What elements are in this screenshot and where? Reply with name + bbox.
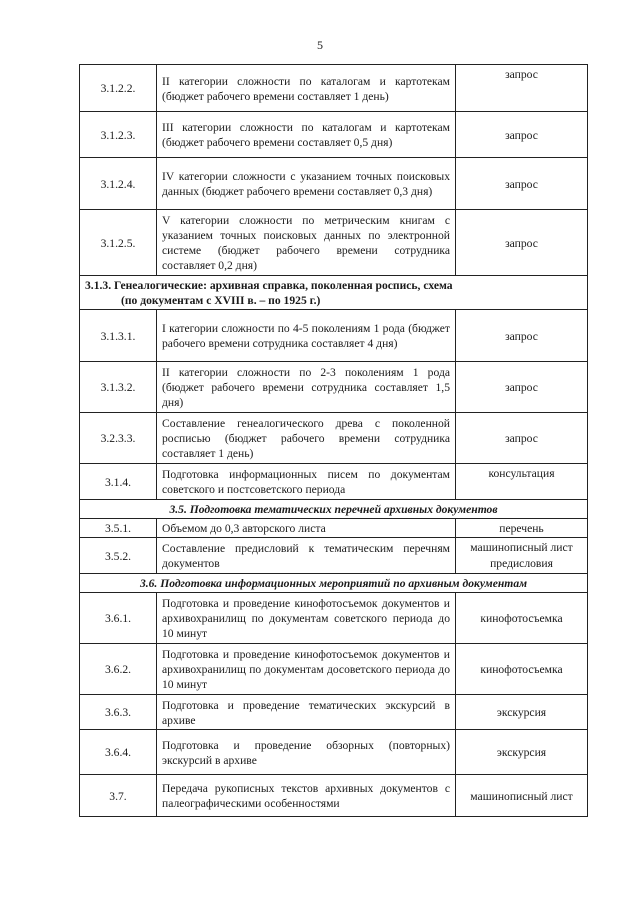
item-number: 3.1.3.2. bbox=[80, 362, 157, 413]
item-description: Подготовка и проведение кинофотосъемок документов и архивохранилищ по документам советского периода до 10 минут bbox=[157, 593, 456, 644]
section-row bbox=[80, 276, 588, 310]
item-description: Объемом до 0,3 авторского листа bbox=[157, 519, 456, 538]
section-heading-italic bbox=[80, 574, 588, 593]
services-table-body bbox=[80, 65, 588, 817]
item-number: 3.6.4. bbox=[80, 730, 157, 775]
section-heading-line: 3.5. Подготовка тематических перечней архивных документов bbox=[169, 503, 498, 516]
item-number: 3.6.3. bbox=[80, 695, 157, 730]
section-heading-bold bbox=[80, 276, 588, 310]
table-row bbox=[80, 310, 588, 362]
table-row bbox=[80, 464, 588, 500]
unit-of-measure: кинофотосъемка bbox=[456, 593, 588, 644]
item-number: 3.2.3.3. bbox=[80, 413, 157, 464]
item-number: 3.7. bbox=[80, 775, 157, 817]
table-row bbox=[80, 644, 588, 695]
unit-of-measure: запрос bbox=[456, 112, 588, 158]
unit-of-measure: машинописный лист предисловия bbox=[456, 538, 588, 574]
unit-of-measure: экскурсия bbox=[456, 730, 588, 775]
table-row bbox=[80, 538, 588, 574]
item-description: II категории сложности по 2-3 поколениям 1 рода (бюджет рабочего времени сотрудника составляет 1,5 дня) bbox=[157, 362, 456, 413]
table-row bbox=[80, 210, 588, 276]
item-description: Подготовка и проведение тематических экскурсий в архиве bbox=[157, 695, 456, 730]
table-row bbox=[80, 519, 588, 538]
section-heading-line: 3.6. Подготовка информационных мероприятий по архивным документам bbox=[139, 577, 528, 590]
unit-of-measure: кинофотосъемка bbox=[456, 644, 588, 695]
section-row bbox=[80, 574, 588, 593]
item-number: 3.1.2.4. bbox=[80, 158, 157, 210]
unit-of-measure: экскурсия bbox=[456, 695, 588, 730]
unit-of-measure: запрос bbox=[456, 310, 588, 362]
section-heading-italic bbox=[80, 500, 588, 519]
item-description: IV категории сложности с указанием точных поисковых данных (бюджет рабочего времени составляет 0,3 дня) bbox=[157, 158, 456, 210]
unit-of-measure: консультация bbox=[456, 464, 588, 500]
unit-of-measure: запрос bbox=[456, 210, 588, 276]
item-description: III категории сложности по каталогам и картотекам (бюджет рабочего времени составляет 0,5 дня) bbox=[157, 112, 456, 158]
item-number: 3.5.2. bbox=[80, 538, 157, 574]
item-description: II категории сложности по каталогам и картотекам (бюджет рабочего времени составляет 1 день) bbox=[157, 65, 456, 112]
page-number: 5 bbox=[317, 38, 323, 52]
table-row bbox=[80, 65, 588, 112]
unit-of-measure: запрос bbox=[456, 413, 588, 464]
item-description: Составление генеалогического древа с поколенной росписью (бюджет рабочего времени сотрудника составляет 1 день) bbox=[157, 413, 456, 464]
table-row bbox=[80, 413, 588, 464]
section-row bbox=[80, 500, 588, 519]
item-number: 3.1.2.3. bbox=[80, 112, 157, 158]
item-description: I категории сложности по 4-5 поколениям 1 рода (бюджет рабочего времени сотрудника составляет 4 дня) bbox=[157, 310, 456, 362]
item-number: 3.6.2. bbox=[80, 644, 157, 695]
unit-of-measure: запрос bbox=[456, 65, 588, 112]
item-description: Подготовка и проведение кинофотосъемок документов и архивохранилищ по документам досоветского периода до 10 минут bbox=[157, 644, 456, 695]
table-row bbox=[80, 695, 588, 730]
unit-of-measure: машинописный лист bbox=[456, 775, 588, 817]
item-description: Подготовка информационных писем по документам советского и постсоветского периода bbox=[157, 464, 456, 500]
table-row bbox=[80, 158, 588, 210]
section-heading-line: 3.1.3. Генеалогические: архивная справка, поколенная роспись, схема bbox=[85, 279, 453, 292]
item-description: V категории сложности по метрическим книгам с указанием точных поисковых данных по электронной системе (бюджет рабочего времени сотрудника составляет 0,2 дня) bbox=[157, 210, 456, 276]
item-number: 3.1.4. bbox=[80, 464, 157, 500]
item-number: 3.6.1. bbox=[80, 593, 157, 644]
section-heading-line: (по документам с XVIII в. – по 1925 г.) bbox=[121, 294, 321, 307]
item-description: Передача рукописных текстов архивных документов с палеографическими особенностями bbox=[157, 775, 456, 817]
table-row bbox=[80, 112, 588, 158]
table-row bbox=[80, 593, 588, 644]
unit-of-measure: запрос bbox=[456, 362, 588, 413]
table-row bbox=[80, 362, 588, 413]
item-number: 3.5.1. bbox=[80, 519, 157, 538]
item-number: 3.1.2.2. bbox=[80, 65, 157, 112]
unit-of-measure: перечень bbox=[456, 519, 588, 538]
item-description: Составление предисловий к тематическим перечням документов bbox=[157, 538, 456, 574]
item-number: 3.1.2.5. bbox=[80, 210, 157, 276]
item-description: Подготовка и проведение обзорных (повторных) экскурсий в архиве bbox=[157, 730, 456, 775]
table-row bbox=[80, 775, 588, 817]
services-table bbox=[79, 64, 588, 817]
item-number: 3.1.3.1. bbox=[80, 310, 157, 362]
table-row bbox=[80, 730, 588, 775]
unit-of-measure: запрос bbox=[456, 158, 588, 210]
